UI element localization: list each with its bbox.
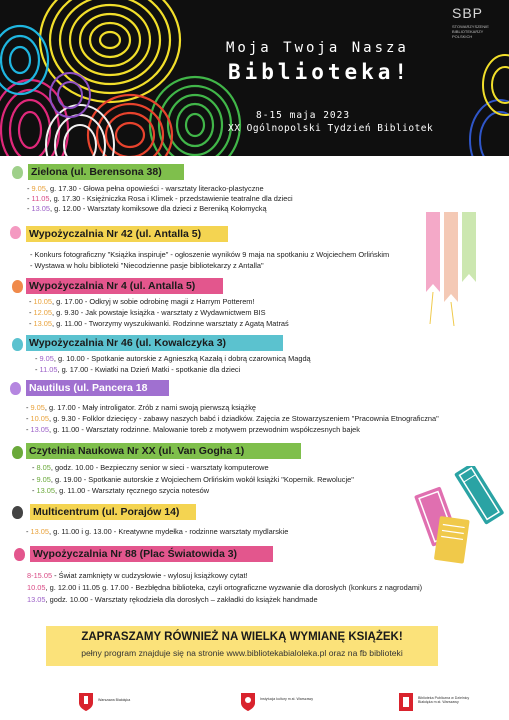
event-subtitle: XX Ogólnopolski Tydzień Bibliotek [228,123,434,134]
list-item: 8-15.05 - Świat zamknięty w cudzysłowie - wylosuj książkowy cytat! [27,571,248,580]
coat-of-arms-icon [78,692,94,712]
list-item: - 12.05, g. 9.30 - Jak powstaje książka - warsztaty z Wydawnictwem BIS [29,308,266,317]
section-title-multicentrum: Multicentrum (ul. Porajów 14) [30,504,196,520]
instytucja-kultury-logo [240,692,313,714]
library-logo-icon [398,692,414,712]
title-line-2: Biblioteka! [228,60,412,84]
fingerprint-icon [12,166,23,179]
fingerprint-icon [10,382,21,395]
sbp-logo-mark: SBP [452,5,484,21]
list-item: 13.05, godz. 10.00 - Warsztaty rękodzieła dla dorosłych – zakładki do książek handmade [27,595,318,604]
list-item: - 10.05, g. 9.30 - Folklor dziecięcy - zabawy naszych babć i dziadków. Zajęcia ze Stowarzyszeniem "Pracownia Etnograficzna" [26,414,439,423]
fingerprint-icon [12,446,23,459]
fingerprint-icon [12,338,23,351]
footer-note: pełny program znajduje się na stronie www.bibliotekabialoleka.pl oraz na fb biblioteki [81,648,403,658]
section-title-wyp42: Wypożyczalnia Nr 42 (ul. Antalla 5) [26,226,228,242]
list-item: - Konkurs fotograficzny "Książka inspiruje" - ogłoszenie wyników 9 maja na spotkaniu z Wojciechem Orlińskim [30,250,390,259]
list-item: - 8.05, godz. 10.00 - Bezpieczny senior w sieci - warsztaty komputerowe [32,463,269,472]
list-item: - 11.05, g. 17.30 - Księżniczka Rosa i Klimek - przedstawienie teatralne dla dzieci [27,194,293,203]
instytucja-kultury-text: Instytucja kultury m.st. Warszawy [260,697,313,701]
cyan-fingerprint [0,26,48,94]
coat-of-arms-icon [240,692,256,712]
list-item: - 9.05, g. 17.00 - Mały introligator. Zrób z nami swoją pierwszą książkę [26,403,257,412]
title-line-1: Moja Twoja Nasza [226,40,409,56]
section-title-czytelnia: Czytelnia Naukowa Nr XX (ul. Van Gogha 1) [26,443,301,459]
sbp-logo [452,6,504,39]
list-item: - 13.05, g. 11.00 i g. 13.00 - Kreatywne mydełka - rodzinne warsztaty mydlarskie [26,527,289,536]
section-title-nautilus: Nautilus (ul. Pancera 18 [26,380,169,396]
list-item: - 13.05, g. 11.00 - Warsztaty ręcznego szycia notesów [32,486,210,495]
section-title-wyp4: Wypożyczalnia Nr 4 (ul. Antalla 5) [26,278,223,294]
section-title-wyp46: Wypożyczalnia Nr 46 (ul. Kowalczyka 3) [26,335,283,351]
fingerprint-icon [10,226,21,239]
list-item: 10.05, g. 12.00 i 11.05 g. 17.00 - Bezbłędna biblioteka, czyli ortograficzne wyzwanie dla dorosłych (konkurs z nagrodami) [27,583,423,592]
section-title-wyp88: Wypożyczalnia Nr 88 (Plac Światowida 3) [30,546,273,562]
biblioteka-publiczna-logo [398,692,470,714]
list-item: - 13.05, g. 11.00 - Tworzymy wyszukiwanki. Rodzinne warsztaty z Agatą Matraś [29,319,289,328]
books-illustration [400,466,504,570]
list-item: - 13.05, g. 11.00 - Warsztaty rodzinne. Malowanie toreb z motywem przewodnim współczesnych bajek [26,425,360,434]
list-item: - 9.05, g. 17.30 - Głowa pełna opowieści - warsztaty literacko-plastyczne [27,184,264,193]
fingerprint-icon [12,506,23,519]
sbp-logo-text: STOWARZYSZENIE BIBLIOTEKARZY POLSKICH [452,24,489,39]
list-item: - Wystawa w holu biblioteki "Niecodzienne pasje bibliotekarzy z Antalla" [30,261,264,270]
list-item: - 10.05, g. 17.00 - Odkryj w sobie odrobinę magii z Harrym Potterem! [29,297,255,306]
list-item: - 9.05, g. 10.00 - Spotkanie autorskie z Agnieszką Kazałą i dobrą czarownicą Magdą [35,354,311,363]
bookmarks-illustration [418,212,488,327]
warszawa-logo-text: Warszawa Białołęka [98,698,131,702]
event-dates: 8-15 maja 2023 [256,110,351,121]
fingerprint-icon [12,280,23,293]
footer-headline: ZAPRASZAMY RÓWNIEŻ NA WIELKĄ WYMIANĘ KSIĄŻEK! [81,631,403,643]
list-item: - 13.05, g. 12.00 - Warsztaty komiksowe dla dzieci z Bereniką Kołomycką [27,204,267,213]
biblioteka-publiczna-text: Biblioteka Publiczna w Dzielnicy Białołęka m.st. Warszawy [418,696,470,705]
section-title-zielona: Zielona (ul. Berensona 38) [28,164,184,180]
list-item: - 11.05, g. 17.00 - Kwiatki na Dzień Matki - spotkanie dla dzieci [35,365,241,374]
list-item: - 9.05, g. 19.00 - Spotkanie autorskie z Wojciechem Orlińskim wokół książki "Kopernik. Rewolucje" [32,475,354,484]
warszawa-logo [78,692,131,714]
fingerprint-icon [14,548,25,561]
header-banner [0,0,509,156]
green-fingerprint [150,77,240,156]
